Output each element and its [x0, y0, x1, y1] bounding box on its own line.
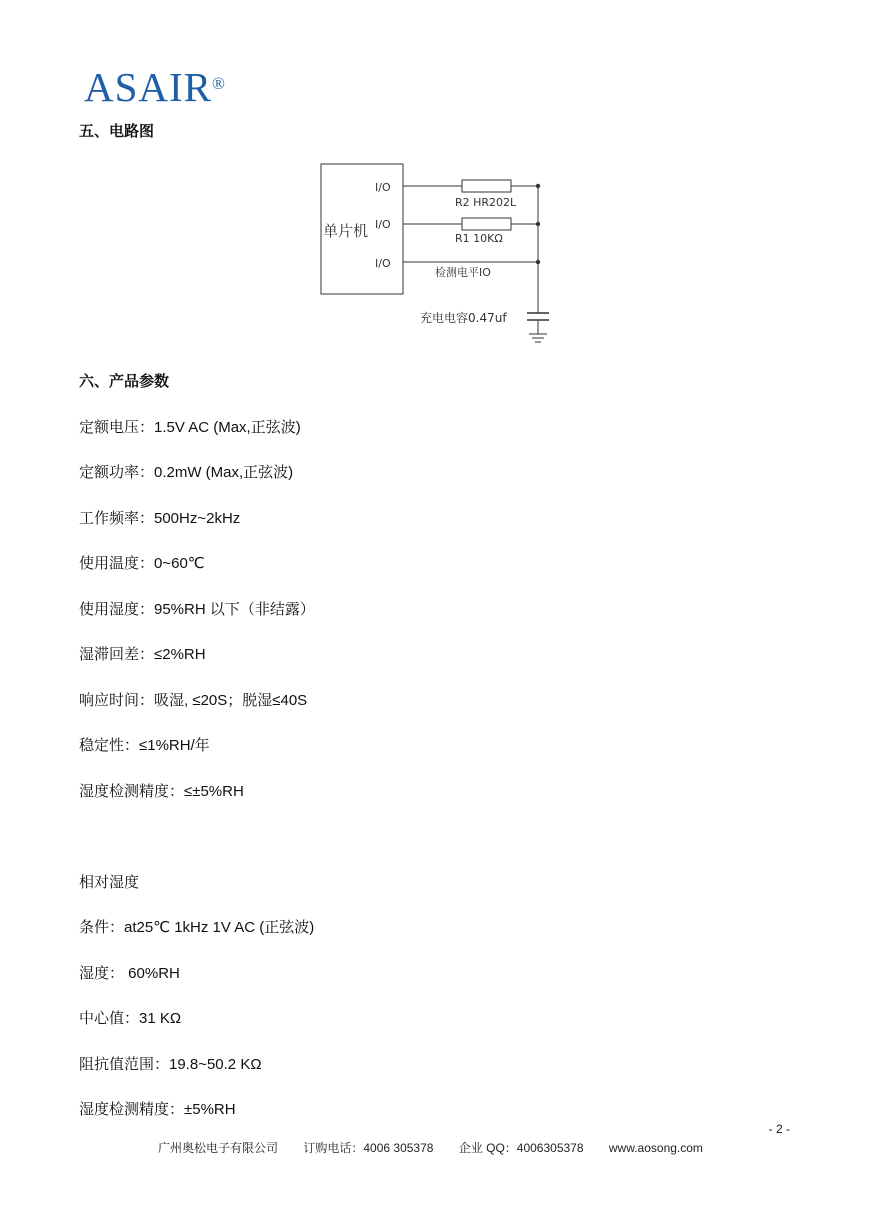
circuit-diagram: [315, 158, 565, 348]
rh-impedance-range: 阻抗值范围：19.8~50.2 KΩ: [79, 1056, 262, 1073]
param-response-time: 响应时间：吸湿, ≤20S；脱湿≤40S: [79, 692, 308, 709]
param-accuracy: 湿度检测精度：≤±5%RH: [79, 783, 244, 800]
footer-phone: 订购电话：4006 305378: [303, 1141, 434, 1155]
r1-label: R1 10KΩ: [455, 232, 503, 245]
param-temperature: 使用温度：0~60℃: [79, 555, 205, 572]
detect-label: 检测电平IO: [435, 266, 491, 279]
param-humidity-range: 使用湿度：95%RH 以下（非结露）: [79, 601, 315, 618]
param-stability: 稳定性：≤1%RH/年: [79, 737, 210, 754]
section-title-circuit: 五、电路图: [79, 123, 155, 140]
section-title-params: 六、产品参数: [79, 373, 170, 390]
param-hysteresis: 湿滞回差：≤2%RH: [79, 646, 206, 663]
footer-website[interactable]: www.aosong.com: [608, 1141, 703, 1155]
resistor-r2: [462, 180, 511, 192]
node-2: [536, 222, 540, 226]
rh-condition: 条件：at25℃ 1kHz 1V AC (正弦波): [79, 919, 315, 936]
asair-logo: ASAIR®: [84, 64, 226, 110]
footer: [158, 1139, 725, 1156]
node-3: [536, 260, 540, 264]
resistor-r1: [462, 218, 511, 230]
footer-company: 广州奥松电子有限公司: [158, 1141, 279, 1155]
io-label-1: I/O: [375, 181, 391, 194]
r2-label: R2 HR202L: [455, 196, 517, 209]
param-rated-power: 定额功率：0.2mW (Max,正弦波): [79, 464, 294, 481]
rh-humidity: 湿度： 60%RH: [79, 965, 180, 982]
param-frequency: 工作频率：500Hz~2kHz: [79, 510, 241, 527]
page-number: - 2 -: [768, 1122, 790, 1136]
rh-center-value: 中心值：31 KΩ: [79, 1010, 182, 1027]
io-label-2: I/O: [375, 218, 391, 231]
rh-heading: 相对湿度: [79, 874, 140, 891]
mcu-label: 单片机: [323, 222, 369, 240]
param-rated-voltage: 定额电压：1.5V AC (Max,正弦波): [79, 419, 301, 436]
rh-accuracy: 湿度检测精度：±5%RH: [79, 1101, 236, 1118]
capacitor-label: 充电电容0.47uf: [420, 311, 507, 325]
node-1: [536, 184, 540, 188]
io-label-3: I/O: [375, 257, 391, 270]
footer-qq: 企业 QQ：4006305378: [458, 1141, 584, 1155]
